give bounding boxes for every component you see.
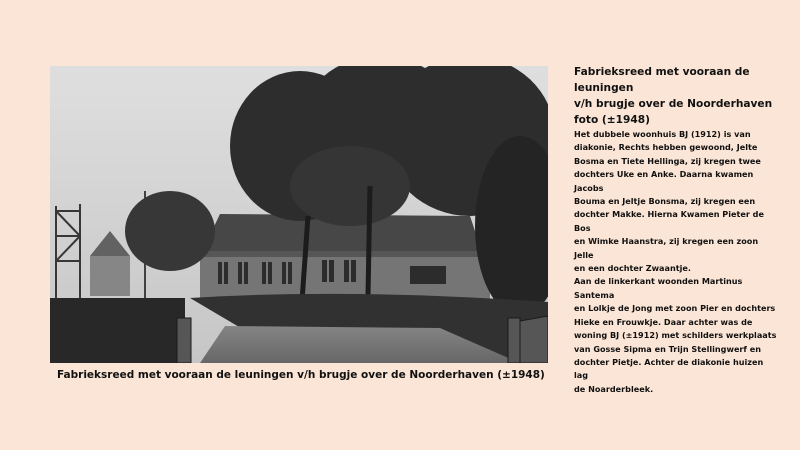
body-line: van Gosse Sipma en Trijn Stellingwerf en (574, 343, 762, 354)
historic-photo (50, 66, 548, 363)
body-line: woning BJ (±1912) met schilders werkplaats (574, 330, 777, 341)
side-text-panel (574, 64, 780, 396)
side-title (574, 64, 780, 128)
body-line: Aan de linkerkant woonden Martinus Santema (574, 276, 743, 300)
paragraph-1 (574, 128, 780, 275)
paragraph-2 (574, 275, 780, 396)
body-line: Het dubbele woonhuis BJ (1912) is van (574, 129, 751, 139)
photo-scene-icon (50, 66, 548, 363)
body-line: Hieke en Frouwkje. Daar achter was de (574, 316, 753, 327)
body-line: de Noarderbleek. (574, 383, 654, 394)
side-title-line: Fabrieksreed met vooraan de leuningen (574, 66, 750, 94)
body-line: Bosma en Tiete Hellinga, zij kregen twee (574, 155, 761, 166)
side-title-line: v/h brugje over de Noorderhaven (574, 98, 773, 110)
body-line: en Lolkje de Jong met zoon Pier en dochters (574, 303, 776, 314)
body-line: dochter Pietje. Achter de diakonie huizen lag (574, 356, 764, 381)
body-line: Bouma en Jeltje Bonsma, zij kregen een (574, 196, 756, 207)
body-line: dochter Makke. Hierna Kwamen Pieter de Bos (574, 209, 764, 233)
photo-caption: Fabrieksreed met vooraan de leuningen v/h brugje over de Noorderhaven (±1948) (57, 369, 545, 381)
body-line: dochters Uke en Anke. Daarna kwamen Jacobs (574, 169, 754, 193)
body-line: en Wimke Haanstra, zij kregen een zoon Jelle (574, 236, 759, 260)
body-line: diakonie, Rechts hebben gewoond, Jelte (574, 142, 758, 153)
side-title-line: foto (±1948) (574, 114, 650, 126)
body-line: en een dochter Zwaantje. (574, 263, 691, 274)
side-body (574, 128, 780, 396)
